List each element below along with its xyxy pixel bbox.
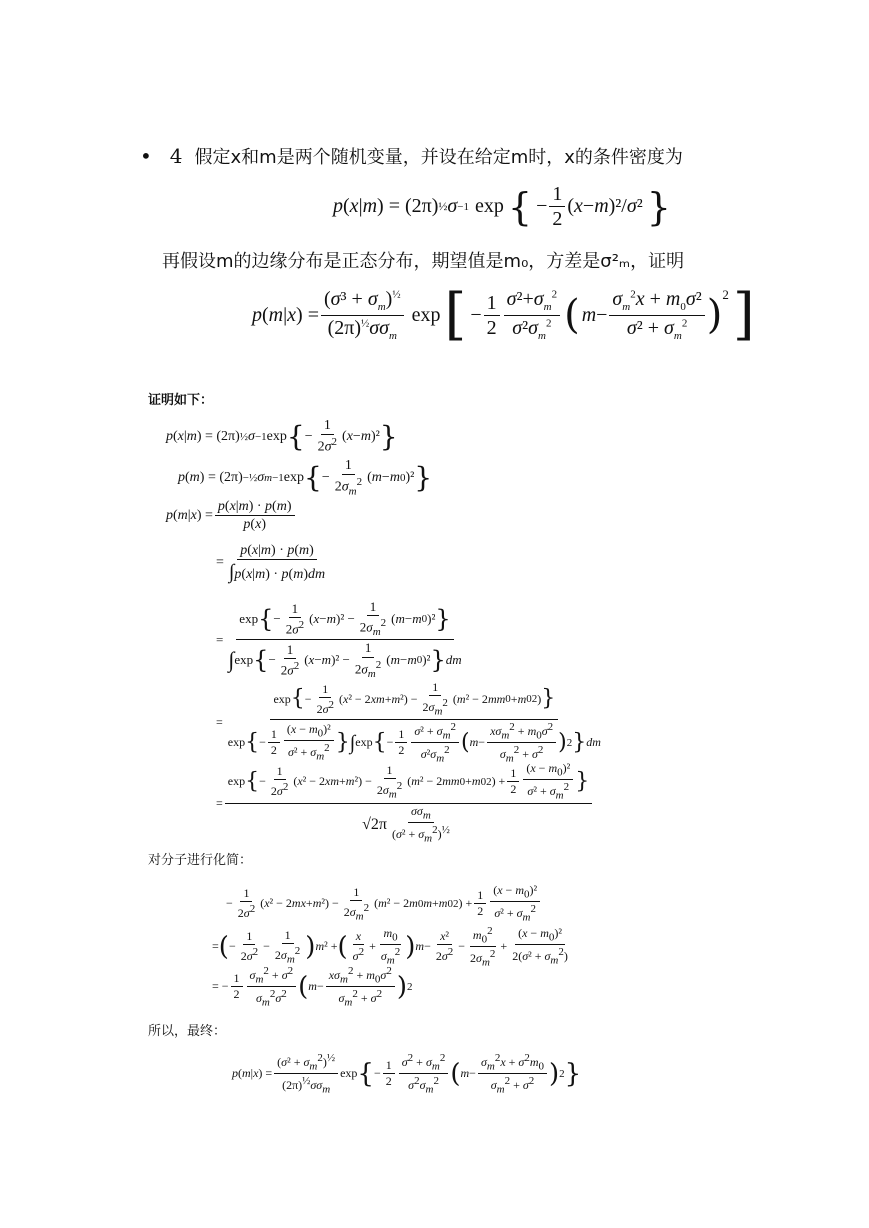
proof-eq-1: p ( x | m ) = (2π) ½ σ −1 exp { − $\frac{1}{2\sigma^2}$ ( x − m )² } xyxy=(166,418,398,456)
simplify-line-1: − $\frac{1}{2\sigma^2}$ ( x ² − 2 mx + m ²) − $\frac{1}{2\sigma_m^2}$ ( m ² − 2 m 0 m + m 0 2 ) + $\frac{1}{2}$ $\frac{(x - m_0)^2}{\sigma^2 + \sigma_m^2}$ xyxy=(226,884,542,924)
problem-line-2: 再假设m的边缘分布是正态分布，期望值是m₀，方差是σ²ₘ，证明 xyxy=(162,251,685,272)
bullet: • xyxy=(140,144,152,168)
proof-heading: 证明如下： xyxy=(148,393,214,408)
simplify-line-3: = − $\frac{1}{2}$ $\frac{\sigma_m^2 + \sigma^2}{\sigma_m^2\sigma^2}$ ( m − $\frac{x\sigma_m^2 + m_0\sigma^2}{\sigma_m^2 + \sigma^2}$ ) 2 xyxy=(212,965,413,1009)
final-eq: p ( m | x ) = $\frac{(\sigma^2 + \sigma_m^2)^{\frac{1}{2}}}{(2\pi)^{\frac{1}{2}}\sigma\sigma_m}$ exp { − $\frac{1}{2}$ $\frac{\sigma^2 + \sigma_m^2}{\sigma^2\sigma_m^2}$ ( m − $\frac{\sigma_m^2x + \sigma^2m_0}{\sigma_m^2 + \sigma^2}$ ) 2 } xyxy=(232,1052,582,1096)
problem-header xyxy=(140,143,683,169)
problem-intro: 假定x和m是两个随机变量，并设在给定m时，x的条件密度为 xyxy=(194,147,683,168)
problem-formula-2: p ( m | x ) = $\frac{(\sigma^3 + \sigma_m)^{\frac{1}{2}}}{(2\pi)^{\frac{1}{2}}\sigma\sigma_m}$ exp [ − $\frac{1}{2}$ $\frac{\sigma^2+\sigma_m^2}{\sigma^2\sigma_m^2}$ ( m − $\frac{\sigma_m^2x + m_0\sigma^2}{\sigma^2 + \sigma_m^2}$ ) $^2$ ] xyxy=(252,282,755,347)
proof-eq-3: p ( m | x ) = $\frac{p(x|m) \cdot p(m)}{p(x)}$ xyxy=(166,499,297,533)
simplify-line-2: = ( − $\frac{1}{2\sigma^2}$ − $\frac{1}{2\sigma_m^2}$ ) m ² + ( $\frac{x}{\sigma^2}$ + $\frac{m_0}{\sigma_m^2}$ ) m − $\frac{\text{x²}}{2\sigma^2}$ − $\frac{m_0^2}{2\sigma_m^2}$ + $\frac{(x - m_0)^2}{2(\sigma^2 + \sigma_m^2)}$ xyxy=(212,925,568,969)
proof-eq-4: = $\frac{p(x|m) \cdot p(m)}{\int p(x|m) \cdot p(m)dm}$ xyxy=(216,543,326,584)
proof-eq-5: = exp { − $\frac{1}{2\sigma^2}$ ( x − m )² − $\frac{1}{2\sigma_m^2}$ ( m − m 0 )² } ∫ exp { − $\frac{1}{2\sigma^2}$ ( x − m )² − $\frac{1}{2\sigma_m^2}$ ( m − m 0 )² } dm xyxy=(216,599,462,680)
proof-eq-7: = exp { − $\frac{1}{2\sigma^2}$ ( x ² − 2 xm + m ²) − $\frac{1}{2\sigma_m^2}$ ( m ² − 2 mm 0 + m 0 2 ) + $\frac{1}{2}$ $\frac{(x - m_0)^2}{\sigma^2 + \sigma_m^2}$ } √2π $\frac{\sigma\sigma_m}{(\sigma^2 + \sigma_m^2)^{\frac{1}{2}}}$ xyxy=(216,762,594,845)
proof-eq-6: = exp { − $\frac{1}{2\sigma^2}$ ( x ² − 2 xm + m ²) − $\frac{1}{2\sigma_m^2}$ ( m ² − 2 mm 0 + m 0 2 ) } exp { − $\frac{1}{2}$ $\frac{(x - m_0)^2}{\sigma^2 + \sigma_m^2}$ } ∫ exp { − $\frac{1}{2}$ $\frac{\sigma^2 + \sigma_m^2}{\sigma^2\sigma_m^2}$ ( m − $\frac{x\sigma_m^2 + m_0\sigma^2}{\sigma_m^2 + \sigma^2}$ ) 2 } dm xyxy=(216,680,601,765)
simplify-heading: 对分子进行化简： xyxy=(148,853,253,868)
proof-eq-2: p ( m ) = (2π) −½ σ m −1 exp { − $\frac{1}{2\sigma_m^2}$ ( m − m 0 )² } xyxy=(178,458,433,498)
problem-formula-1: p ( x | m ) = (2π) ½ σ −1 exp { − $\frac{1}{2}$ ( x − m )²/ σ ² } xyxy=(333,183,671,230)
problem-number: 4 xyxy=(169,144,183,168)
final-heading: 所以，最终： xyxy=(148,1024,227,1039)
